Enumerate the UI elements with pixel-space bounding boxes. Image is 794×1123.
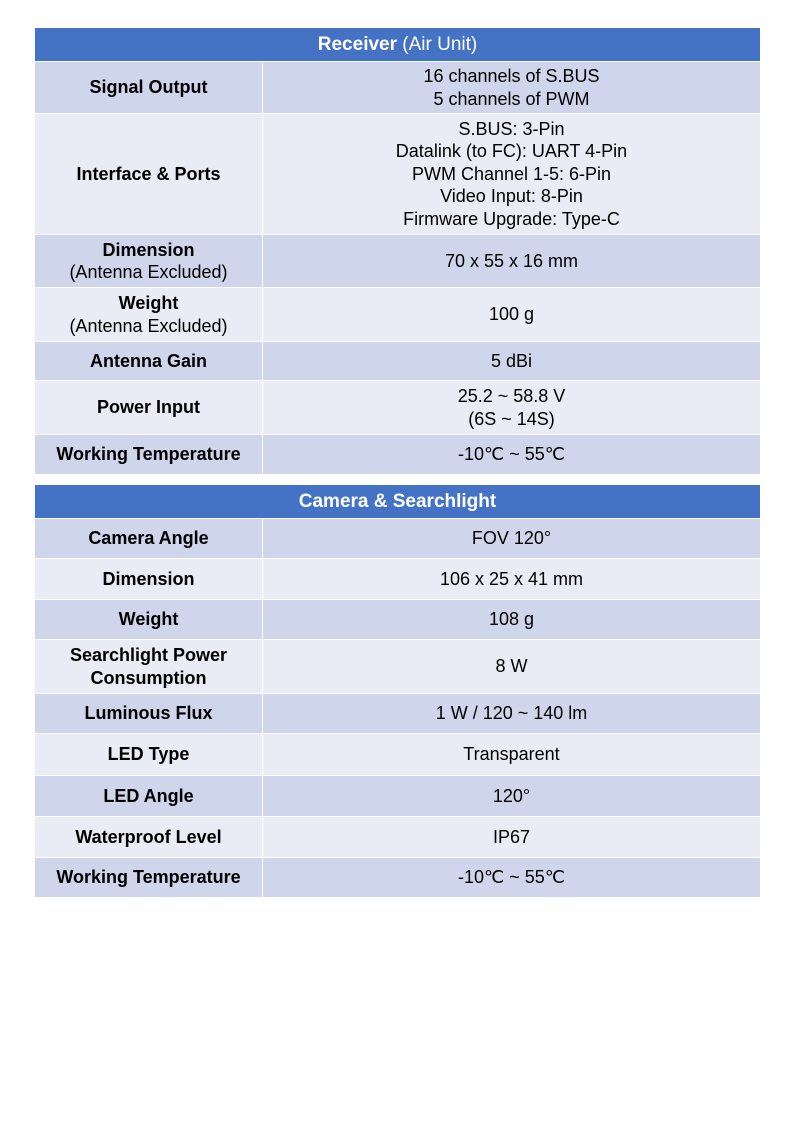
spec-label: [35, 640, 263, 694]
spec-value-line: Firmware Upgrade: Type-C: [403, 208, 620, 229]
spec-row: [35, 435, 761, 475]
spec-label: [35, 600, 263, 640]
spec-value-line: 106 x 25 x 41 mm: [439, 568, 584, 589]
spec-label-note: (Antenna Excluded): [69, 315, 228, 336]
spec-value-line: 5 channels of PWM: [433, 88, 590, 109]
spec-value: [263, 776, 761, 817]
camera-table-body: [35, 519, 761, 898]
spec-label-text: Camera Angle: [88, 528, 209, 549]
spec-value: [263, 640, 761, 694]
spec-label-text: Searchlight Power Consumption: [69, 645, 228, 688]
spec-value-line: 16 channels of S.BUS: [423, 66, 600, 86]
receiver-section-title: [35, 28, 761, 62]
spec-value: [263, 435, 761, 475]
spec-label-text: Weight: [118, 293, 179, 313]
spec-value-line: 100 g: [488, 304, 535, 325]
spec-row: [35, 640, 761, 694]
spec-value: [263, 114, 761, 235]
spec-value-line: -10℃ ~ 55℃: [458, 867, 565, 888]
spec-row: [35, 734, 761, 776]
spec-value-line: -10℃ ~ 55℃: [458, 444, 565, 465]
camera-header-row: [35, 485, 761, 519]
spec-label-text: Antenna Gain: [89, 350, 207, 371]
spec-label-text: Working Temperature: [56, 444, 241, 465]
receiver-title-suffix: (Air Unit): [402, 33, 478, 55]
spec-row: [35, 817, 761, 858]
spec-value-line: 108 g: [488, 609, 535, 630]
spec-label: [35, 559, 263, 600]
receiver-table-body: [35, 62, 761, 475]
camera-title-main: Camera & Searchlight: [298, 490, 497, 512]
spec-label-text: Interface & Ports: [76, 163, 221, 184]
spec-row: [35, 62, 761, 114]
spec-value-line: Transparent: [463, 744, 560, 765]
spec-value-line: Video Input: 8-Pin: [440, 186, 583, 207]
receiver-title-main: Receiver: [317, 33, 397, 55]
spec-value: [263, 235, 761, 288]
spec-row: [35, 694, 761, 734]
spec-value: [263, 734, 761, 776]
spec-label: [35, 858, 263, 898]
spec-value: [263, 817, 761, 858]
spec-value-line: 1 W / 120 ~ 140 lm: [435, 703, 588, 724]
spec-label-text: Dimension: [102, 239, 195, 260]
receiver-header-row: [35, 28, 761, 62]
spec-label: [35, 435, 263, 475]
spec-label-text: Luminous Flux: [84, 703, 213, 724]
spec-label: [35, 114, 263, 235]
receiver-spec-table: [34, 27, 761, 475]
spec-label: [35, 342, 263, 381]
camera-section-title: [35, 485, 761, 519]
spec-value-line: 25.2 ~ 58.8 V: [457, 386, 566, 406]
spec-value-line: IP67: [492, 826, 531, 847]
spec-row: [35, 600, 761, 640]
spec-row: [35, 235, 761, 288]
spec-label: [35, 235, 263, 288]
spec-label-text: Waterproof Level: [75, 826, 222, 847]
spec-label-text: Dimension: [102, 568, 195, 589]
spec-label-text: Signal Output: [89, 77, 208, 98]
spec-row: [35, 342, 761, 381]
spec-value-line: PWM Channel 1-5: 6-Pin: [411, 163, 612, 184]
spec-label-text: LED Type: [107, 744, 190, 765]
spec-value-line: 70 x 55 x 16 mm: [444, 250, 579, 271]
spec-label: [35, 776, 263, 817]
spec-value: [263, 559, 761, 600]
spec-label: [35, 817, 263, 858]
spec-value-line: Datalink (to FC): UART 4-Pin: [395, 141, 628, 162]
spec-row: [35, 381, 761, 435]
spec-value-line: 120°: [492, 785, 531, 806]
spec-row: [35, 858, 761, 898]
spec-row: [35, 776, 761, 817]
spec-label-text: Power Input: [97, 397, 200, 418]
spec-value: [263, 694, 761, 734]
spec-label: [35, 62, 263, 114]
spec-value-line: S.BUS: 3-Pin: [458, 118, 565, 139]
spec-label: [35, 381, 263, 435]
spec-row: [35, 114, 761, 235]
spec-label-note: (Antenna Excluded): [69, 262, 228, 282]
spec-label: [35, 734, 263, 776]
spec-row: [35, 288, 761, 342]
spec-value: [263, 62, 761, 114]
spec-label: [35, 519, 263, 559]
spec-value: [263, 858, 761, 898]
camera-spec-table: [34, 484, 761, 898]
spec-value-line: 5 dBi: [490, 350, 533, 371]
spec-value: [263, 519, 761, 559]
spec-value: [263, 288, 761, 342]
spec-row: [35, 519, 761, 559]
spec-value: [263, 342, 761, 381]
spec-value-line: 8 W: [495, 656, 528, 677]
spec-label: [35, 694, 263, 734]
spec-value-line: FOV 120°: [471, 528, 552, 549]
spec-value: [263, 381, 761, 435]
spec-label-text: LED Angle: [103, 785, 194, 806]
spec-label: [35, 288, 263, 342]
spec-label-text: Working Temperature: [56, 867, 241, 888]
spec-value: [263, 600, 761, 640]
spec-row: [35, 559, 761, 600]
spec-label-text: Weight: [118, 609, 179, 630]
spec-value-line: (6S ~ 14S): [468, 408, 555, 429]
